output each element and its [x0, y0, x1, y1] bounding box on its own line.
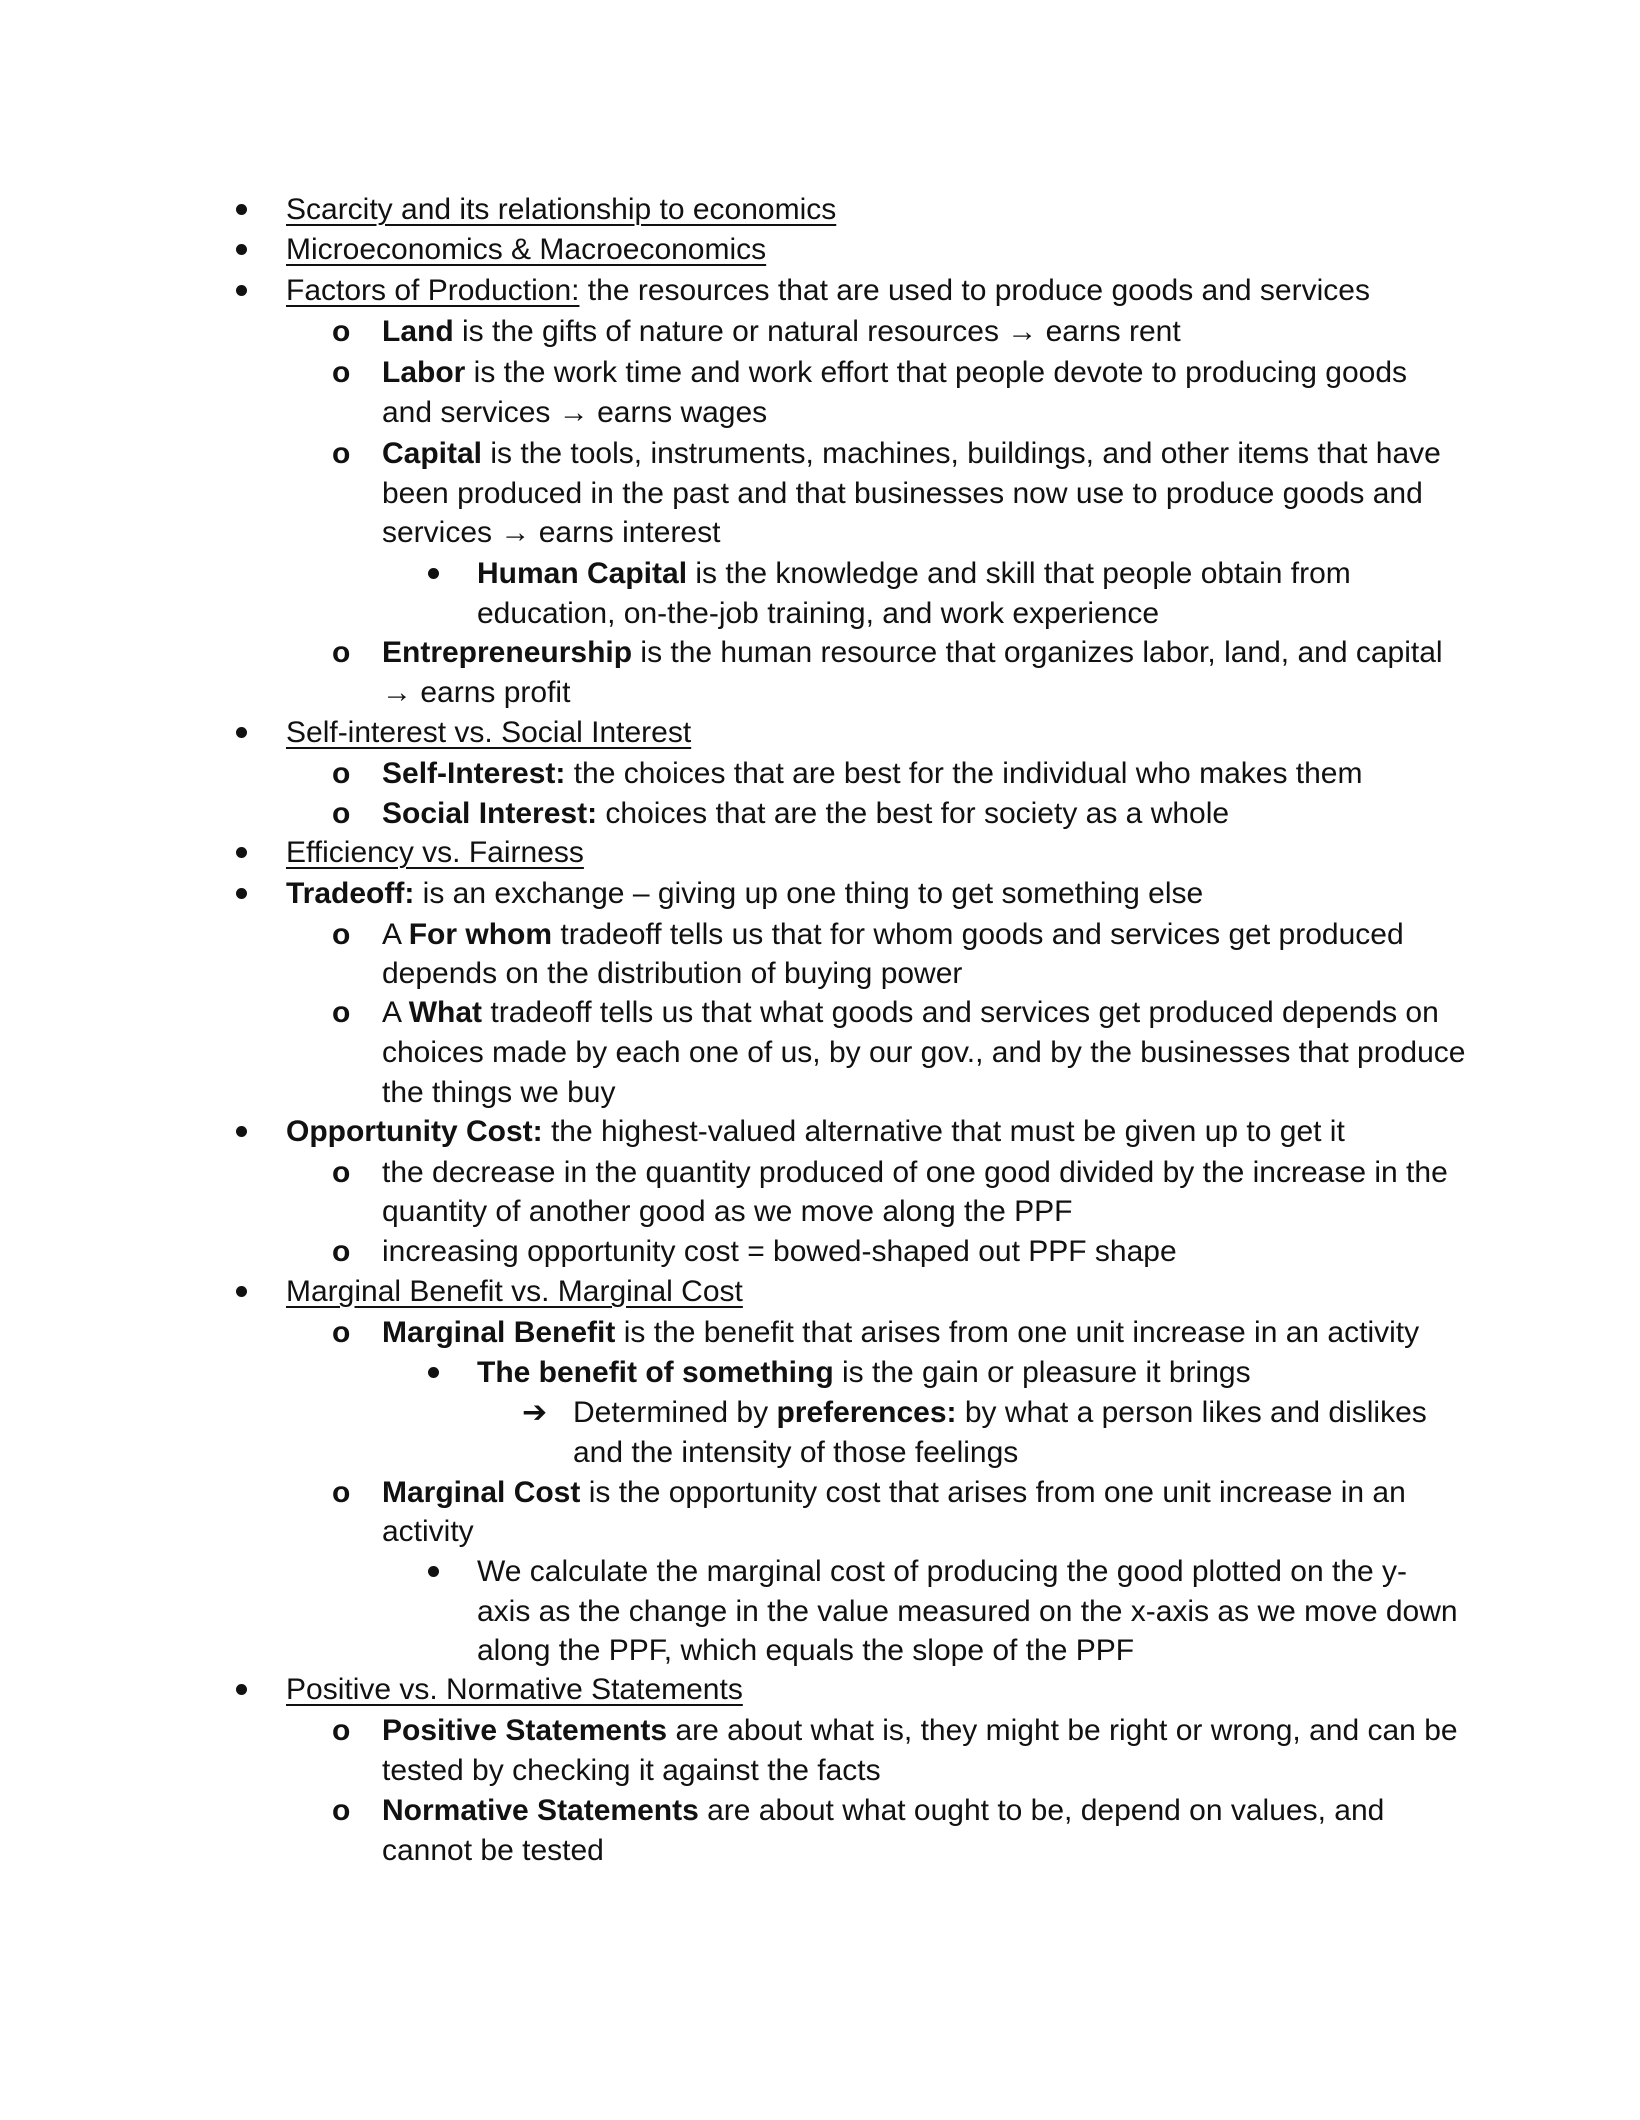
heading-micro-macro: Microeconomics & Macroeconomics [286, 233, 767, 266]
sub-bullet-icon: o [332, 1476, 351, 1509]
sub-bullet-icon: o [332, 996, 351, 1029]
item-benefit-of-something: The benefit of something is the gain or pleasure it brings [477, 1356, 1251, 1389]
item-what-cont: choices made by each one of us, by our gov., and by the businesses that produce [382, 1036, 1466, 1069]
bullet-icon [236, 1126, 247, 1137]
sub-bullet-icon: o [332, 636, 351, 669]
sub-bullet-icon: o [332, 797, 351, 830]
bullet-icon [236, 847, 247, 858]
sub-bullet-icon: o [332, 1156, 351, 1189]
heading-efficiency-fairness: Efficiency vs. Fairness [286, 836, 584, 869]
item-normative-statements-cont: cannot be tested [382, 1834, 604, 1867]
bullet-icon [236, 888, 247, 899]
bullet-icon [236, 1684, 247, 1695]
item-mc-calculation-cont: axis as the change in the value measured on the x-axis as we move down [477, 1595, 1458, 1628]
sub-bullet-icon: o [332, 757, 351, 790]
heading-positive-normative: Positive vs. Normative Statements [286, 1673, 743, 1706]
item-land: Land is the gifts of nature or natural resources → earns rent [382, 315, 1181, 348]
item-capital: Capital is the tools, instruments, machines, buildings, and other items that have [382, 437, 1441, 470]
arrow-bullet-icon: ➔ [522, 1396, 548, 1429]
item-oc-definition: the decrease in the quantity produced of one good divided by the increase in the [382, 1156, 1448, 1189]
item-marginal-benefit: Marginal Benefit is the benefit that arises from one unit increase in an activity [382, 1316, 1420, 1349]
item-entrepreneurship-cont: → earns profit [382, 676, 571, 709]
heading-self-social: Self-interest vs. Social Interest [286, 716, 692, 749]
item-human-capital: Human Capital is the knowledge and skill that people obtain from [477, 557, 1351, 590]
item-human-capital-cont: education, on-the-job training, and work experience [477, 597, 1160, 630]
heading-marginal: Marginal Benefit vs. Marginal Cost [286, 1275, 743, 1308]
sub-bullet-icon: o [332, 1794, 351, 1827]
item-mc-calculation: We calculate the marginal cost of producing the good plotted on the y- [477, 1555, 1408, 1588]
item-oc-increasing: increasing opportunity cost = bowed-shaped out PPF shape [382, 1235, 1177, 1268]
item-normative-statements: Normative Statements are about what ought to be, depend on values, and [382, 1794, 1385, 1827]
sub-bullet-icon: o [332, 918, 351, 951]
sub-bullet-icon: o [332, 437, 351, 470]
item-what: A What tradeoff tells us that what goods and services get produced depends on [382, 996, 1439, 1029]
item-for-whom: A For whom tradeoff tells us that for whom goods and services get produced [382, 918, 1404, 951]
item-capital-cont: been produced in the past and that businesses now use to produce goods and [382, 477, 1423, 510]
item-preferences: Determined by preferences: by what a person likes and dislikes [573, 1396, 1427, 1429]
heading-scarcity: Scarcity and its relationship to economics [286, 193, 837, 226]
item-marginal-cost: Marginal Cost is the opportunity cost that arises from one unit increase in an [382, 1476, 1406, 1509]
sub-bullet-icon: o [332, 356, 351, 389]
item-for-whom-cont: depends on the distribution of buying power [382, 957, 963, 990]
bullet-icon [236, 1286, 247, 1297]
item-positive-statements: Positive Statements are about what is, they might be right or wrong, and can be [382, 1714, 1458, 1747]
bullet-icon [236, 204, 247, 215]
item-marginal-cost-cont: activity [382, 1515, 474, 1548]
item-self-interest: Self-Interest: the choices that are best for the individual who makes them [382, 757, 1363, 790]
sub-bullet-icon: o [332, 1714, 351, 1747]
heading-opportunity-cost: Opportunity Cost: the highest-valued alternative that must be given up to get it [286, 1115, 1345, 1148]
heading-factors: Factors of Production: the resources that are used to produce goods and services [286, 274, 1370, 307]
bullet-icon [236, 285, 247, 296]
bullet-icon [236, 244, 247, 255]
item-social-interest: Social Interest: choices that are the best for society as a whole [382, 797, 1230, 830]
item-what-cont2: the things we buy [382, 1076, 616, 1109]
item-capital-cont2: services → earns interest [382, 516, 721, 549]
sub-bullet-icon: o [332, 1235, 351, 1268]
item-labor: Labor is the work time and work effort that people devote to producing goods [382, 356, 1408, 389]
bullet-icon [236, 727, 247, 738]
item-positive-statements-cont: tested by checking it against the facts [382, 1754, 881, 1787]
bullet-icon [428, 568, 439, 579]
bullet-icon [428, 1566, 439, 1577]
sub-bullet-icon: o [332, 315, 351, 348]
sub-bullet-icon: o [332, 1316, 351, 1349]
item-labor-cont: and services → earns wages [382, 396, 768, 429]
bullet-icon [428, 1367, 439, 1378]
item-oc-definition-cont: quantity of another good as we move along the PPF [382, 1195, 1073, 1228]
item-mc-calculation-cont2: along the PPF, which equals the slope of the PPF [477, 1634, 1135, 1667]
heading-tradeoff: Tradeoff: is an exchange – giving up one thing to get something else [286, 877, 1204, 910]
item-entrepreneurship: Entrepreneurship is the human resource that organizes labor, land, and capital [382, 636, 1443, 669]
item-preferences-cont: and the intensity of those feelings [573, 1436, 1019, 1469]
